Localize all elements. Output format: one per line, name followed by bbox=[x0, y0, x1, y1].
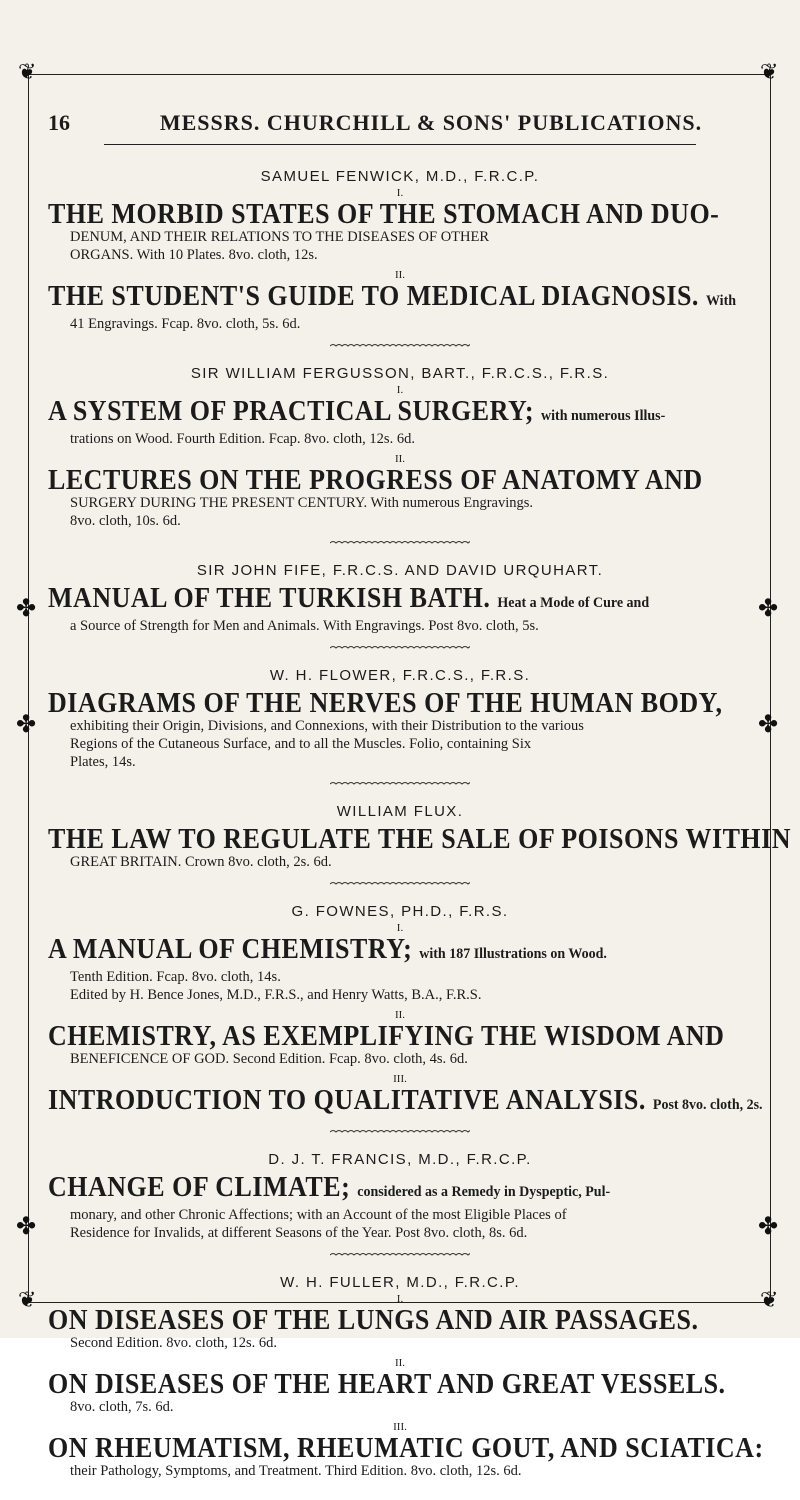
book-description-line: 41 Engravings. Fcap. 8vo. cloth, 5s. 6d. bbox=[70, 316, 301, 332]
volume-numeral: II. bbox=[394, 453, 406, 465]
book-description-line: exhibiting their Origin, Divisions, and Connexions, with their Distribution to the various bbox=[70, 718, 584, 734]
book-title-text: THE STUDENT'S GUIDE TO MEDICAL DIAGNOSIS. bbox=[48, 280, 699, 312]
book-description-line: trations on Wood. Fourth Edition. Fcap. 8vo. cloth, 12s. 6d. bbox=[70, 431, 415, 447]
spacer bbox=[48, 333, 752, 339]
volume-numeral: I. bbox=[396, 187, 404, 199]
spacer bbox=[48, 871, 752, 877]
author-name: G. FOWNES, PH.D., F.R.S. bbox=[291, 903, 509, 920]
book-title-text: THE MORBID STATES OF THE STOMACH AND DUO- bbox=[48, 198, 720, 230]
author-name: SIR JOHN FIFE, F.R.C.S. AND DAVID URQUHART. bbox=[196, 562, 604, 579]
book-title-continuation: considered as a Remedy in Dyspeptic, Pul- bbox=[357, 1183, 611, 1201]
spacer bbox=[48, 635, 752, 641]
book-description-line: Residence for Invalids, at different Seasons of the Year. Post 8vo. cloth, 8s. 6d. bbox=[70, 1225, 528, 1241]
book-title-continuation: with numerous Illus- bbox=[541, 407, 666, 425]
author-entry bbox=[48, 1272, 764, 1500]
book-description-line: a Source of Strength for Men and Animals. With Engravings. Post 8vo. cloth, 5s. bbox=[70, 618, 539, 634]
book-title bbox=[48, 1432, 764, 1464]
book-title-text: DIAGRAMS OF THE NERVES OF THE HUMAN BODY, bbox=[48, 687, 723, 719]
author-entry bbox=[48, 801, 792, 901]
book-description-line: 8vo. cloth, 10s. 6d. bbox=[70, 513, 181, 529]
book-title-continuation: Heat a Mode of Cure and bbox=[497, 594, 650, 612]
volume-numeral: I. bbox=[396, 922, 404, 934]
header-rule bbox=[104, 144, 696, 145]
spacer bbox=[48, 349, 752, 363]
page-title: MESSRS. CHURCHILL & SONS' PUBLICATIONS. bbox=[159, 110, 703, 135]
book-title bbox=[48, 395, 752, 433]
volume-numeral: II. bbox=[394, 1009, 406, 1021]
book-title-continuation: with 187 Illustrations on Wood. bbox=[419, 945, 607, 963]
spacer bbox=[48, 887, 752, 901]
side-ornament-icon: ✤ bbox=[16, 594, 37, 622]
book-title-text: ON DISEASES OF THE LUNGS AND AIR PASSAGES. bbox=[48, 1304, 699, 1336]
spacer bbox=[48, 1258, 752, 1272]
side-ornament-icon: ✤ bbox=[758, 594, 779, 622]
book-title bbox=[48, 687, 752, 719]
left-border-rule bbox=[28, 74, 29, 1302]
book-title-text: CHEMISTRY, AS EXEMPLIFYING THE WISDOM AND bbox=[48, 1020, 725, 1052]
volume-numeral: I. bbox=[396, 384, 404, 396]
corner-ornament-icon: ❦ bbox=[760, 60, 779, 85]
right-border-rule bbox=[770, 74, 771, 1302]
book-title-text: INTRODUCTION TO QUALITATIVE ANALYSIS. bbox=[48, 1084, 646, 1116]
volume-numeral: III. bbox=[393, 1073, 407, 1085]
author-entry bbox=[48, 1149, 752, 1272]
book-title-text: ON RHEUMATISM, RHEUMATIC GOUT, AND SCIATICA: bbox=[48, 1432, 764, 1464]
side-ornament-icon: ✤ bbox=[16, 710, 37, 738]
author-entry bbox=[48, 665, 752, 801]
book-title bbox=[48, 1171, 752, 1209]
book-description-line: monary, and other Chronic Affections; with an Account of the most Eligible Places of bbox=[70, 1207, 567, 1223]
book-title-text: MANUAL OF THE TURKISH BATH. bbox=[48, 582, 491, 614]
author-name: W. H. FLOWER, F.R.C.S., F.R.S. bbox=[269, 667, 531, 684]
spacer bbox=[48, 787, 752, 801]
spacer bbox=[48, 651, 752, 665]
book-title bbox=[48, 464, 752, 496]
side-ornament-icon: ✤ bbox=[758, 710, 779, 738]
book-title-text: A MANUAL OF CHEMISTRY; bbox=[48, 933, 413, 965]
spacer bbox=[48, 1135, 752, 1149]
author-name: D. J. T. FRANCIS, M.D., F.R.C.P. bbox=[268, 1151, 532, 1168]
volume-numeral: II. bbox=[394, 269, 406, 281]
author-entry bbox=[48, 363, 752, 560]
book-description-line: Plates, 14s. bbox=[70, 754, 136, 770]
book-title bbox=[48, 933, 752, 971]
book-title-continuation: Post 8vo. cloth, 2s. bbox=[652, 1096, 763, 1114]
publication-list bbox=[48, 166, 792, 1500]
spacer bbox=[48, 530, 752, 536]
book-title bbox=[48, 1084, 763, 1122]
book-description-line: SURGERY DURING THE PRESENT CENTURY. With numerous Engravings. bbox=[70, 495, 534, 511]
volume-numeral: II. bbox=[394, 1357, 406, 1369]
book-description-line: DENUM, AND THEIR RELATIONS TO THE DISEASES OF OTHER bbox=[70, 229, 490, 245]
book-title-text: LECTURES ON THE PROGRESS OF ANATOMY AND bbox=[48, 464, 703, 496]
author-entry bbox=[48, 560, 752, 665]
book-title bbox=[48, 1368, 752, 1400]
author-name: SAMUEL FENWICK, M.D., F.R.C.P. bbox=[260, 168, 540, 185]
book-title-text: CHANGE OF CLIMATE; bbox=[48, 1171, 351, 1203]
spacer bbox=[48, 1486, 752, 1500]
corner-ornament-icon: ❦ bbox=[760, 1288, 779, 1313]
book-title bbox=[48, 1304, 752, 1336]
volume-numeral: III. bbox=[393, 1421, 407, 1433]
book-title-text: ON DISEASES OF THE HEART AND GREAT VESSELS. bbox=[48, 1368, 726, 1400]
top-border-rule bbox=[28, 74, 770, 75]
book-title bbox=[48, 280, 752, 318]
side-ornament-icon: ✤ bbox=[16, 1212, 37, 1240]
book-description-line: BENEFICENCE OF GOD. Second Edition. Fcap. 8vo. cloth, 4s. 6d. bbox=[70, 1051, 468, 1067]
book-description-line: their Pathology, Symptoms, and Treatment. Third Edition. 8vo. cloth, 12s. 6d. bbox=[70, 1463, 522, 1479]
book-title bbox=[48, 198, 752, 230]
author-name: WILLIAM FLUX. bbox=[336, 803, 464, 820]
side-ornament-icon: ✤ bbox=[758, 1212, 779, 1240]
corner-ornament-icon: ❦ bbox=[18, 60, 37, 85]
book-description-line: Second Edition. 8vo. cloth, 12s. 6d. bbox=[70, 1335, 278, 1351]
author-entry bbox=[48, 901, 763, 1149]
book-description-line: GREAT BRITAIN. Crown 8vo. cloth, 2s. 6d. bbox=[70, 854, 332, 870]
book-title-text: THE LAW TO REGULATE THE SALE OF POISONS WITHIN bbox=[48, 823, 792, 855]
page-number: 16 bbox=[48, 110, 70, 135]
author-entry bbox=[48, 166, 752, 363]
spacer bbox=[48, 771, 752, 777]
spacer bbox=[48, 546, 752, 560]
author-name: W. H. FULLER, M.D., F.R.C.P. bbox=[280, 1274, 520, 1291]
book-title-text: A SYSTEM OF PRACTICAL SURGERY; bbox=[48, 395, 535, 427]
book-title bbox=[48, 1020, 752, 1052]
book-description-line: Tenth Edition. Fcap. 8vo. cloth, 14s. bbox=[70, 969, 281, 985]
spacer bbox=[48, 1242, 752, 1248]
book-description-line: Edited by H. Bence Jones, M.D., F.R.S., and Henry Watts, B.A., F.R.S. bbox=[70, 987, 482, 1003]
book-title-continuation: With bbox=[705, 292, 737, 310]
book-description-line: 8vo. cloth, 7s. 6d. bbox=[70, 1399, 174, 1415]
corner-ornament-icon: ❦ bbox=[18, 1288, 37, 1313]
book-title bbox=[48, 823, 792, 855]
book-title bbox=[48, 582, 752, 620]
author-name: SIR WILLIAM FERGUSSON, BART., F.R.C.S., F.R.S. bbox=[190, 365, 610, 382]
book-description-line: ORGANS. With 10 Plates. 8vo. cloth, 12s. bbox=[70, 247, 318, 263]
running-header bbox=[48, 110, 752, 136]
volume-numeral: I. bbox=[396, 1293, 404, 1305]
book-description-line: Regions of the Cutaneous Surface, and to all the Muscles. Folio, containing Six bbox=[70, 736, 532, 752]
